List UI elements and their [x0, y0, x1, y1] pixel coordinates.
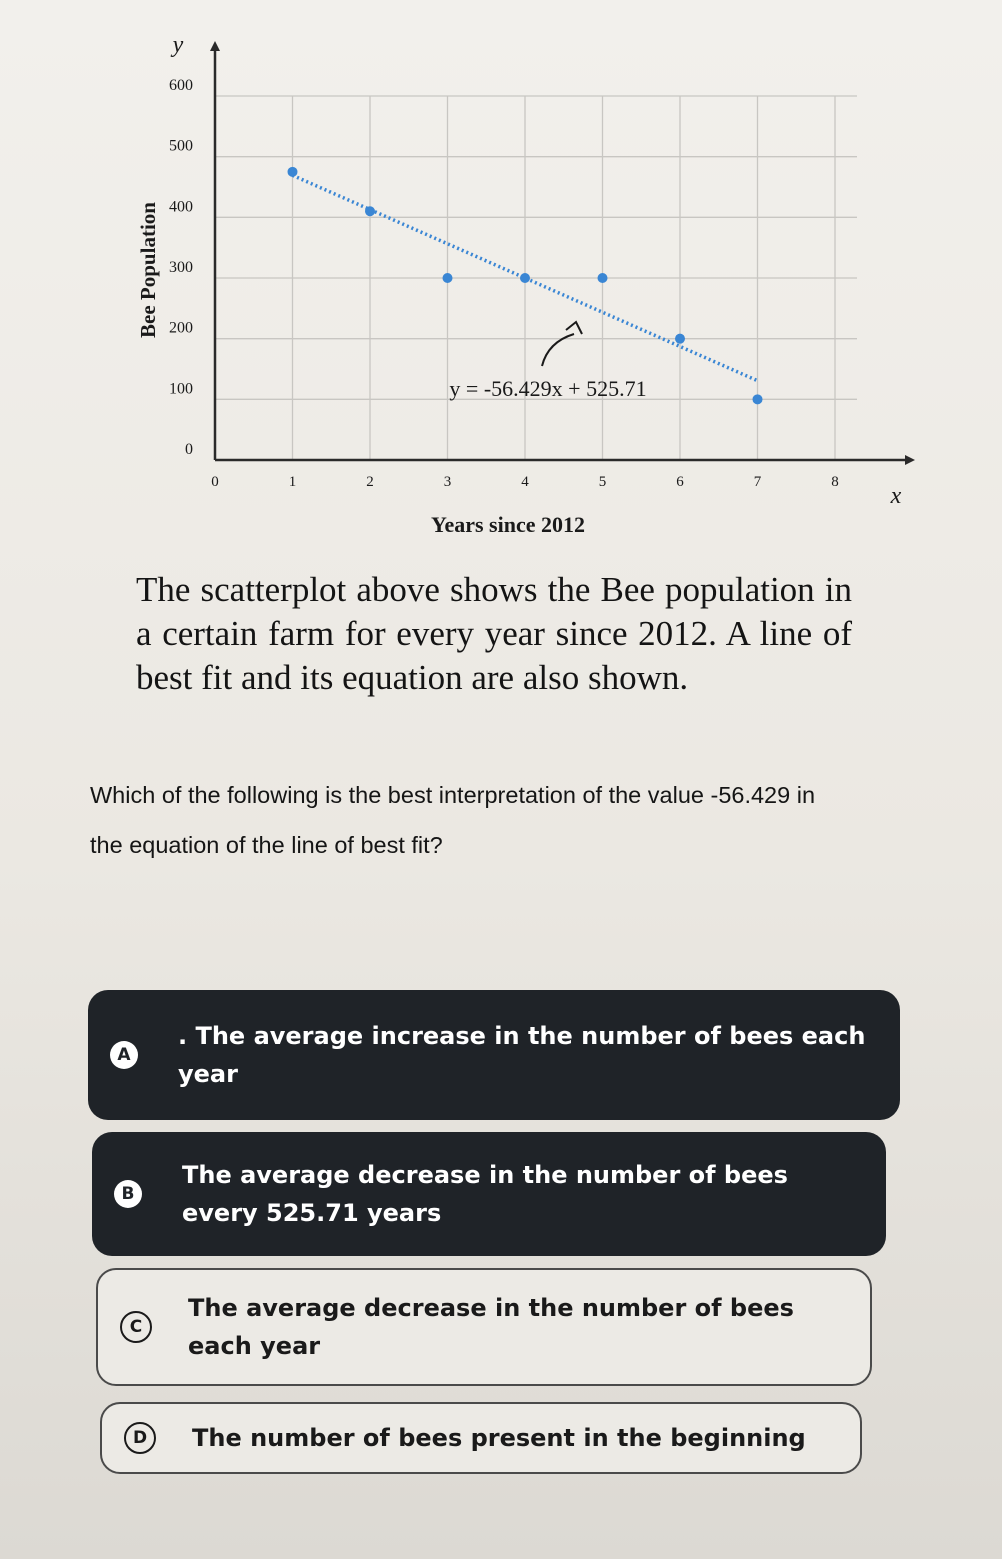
passage-text: The scatterplot above shows the Bee population in a certain farm for every year since 2012. A line of best fit and its equation are also shown.	[136, 570, 852, 697]
option-a-text: . The average increase in the number of bees each year	[178, 1022, 866, 1088]
chart-tick-labels	[169, 77, 839, 490]
x-tick-label-2: 2	[366, 474, 374, 490]
y-tick-label-100: 100	[169, 380, 193, 398]
y-tick-label-0: 0	[185, 441, 193, 458]
annotation-arrowhead	[566, 322, 582, 334]
x-tick-label-5: 5	[598, 474, 607, 490]
option-c-letter-badge: C	[120, 1311, 152, 1343]
question-text: Which of the following is the best interpretation of the value -56.429 in the equation of the line of best fit?	[90, 782, 816, 858]
y-tick-label-300: 300	[169, 259, 193, 276]
data-point-6	[675, 334, 685, 344]
x-tick-label-6: 6	[676, 474, 684, 490]
option-b-letter-badge: B	[114, 1180, 142, 1208]
y-tick-label-200: 200	[169, 319, 193, 337]
option-a-letter-badge: A	[110, 1041, 138, 1069]
option-d-letter-badge: D	[124, 1422, 156, 1454]
x-axis-label: Years since 2012	[431, 512, 585, 537]
x-tick-label-1: 1	[288, 474, 297, 490]
y-tick-label-600: 600	[169, 77, 193, 94]
data-point-2	[365, 206, 375, 216]
option-c[interactable]	[96, 1268, 872, 1386]
x-tick-label-0: 0	[211, 474, 219, 490]
x-tick-label-7: 7	[753, 474, 762, 490]
data-point-1	[288, 167, 298, 177]
y-tick-label-400: 400	[169, 198, 193, 216]
chart-axes	[210, 41, 915, 465]
x-axis-letter: x	[890, 483, 902, 509]
x-axis-arrowhead	[905, 455, 915, 465]
x-tick-label-8: 8	[831, 474, 839, 490]
scatterplot-chart	[0, 0, 1002, 560]
option-a[interactable]	[88, 990, 900, 1120]
option-d-text: The number of bees present in the beginning	[192, 1424, 806, 1452]
best-fit-equation: y = -56.429x + 525.71	[449, 376, 647, 401]
option-b[interactable]	[92, 1132, 886, 1256]
x-tick-label-4: 4	[521, 474, 529, 490]
y-axis-label: Bee Population	[136, 202, 160, 338]
option-d[interactable]	[100, 1402, 862, 1474]
option-c-text: The average decrease in the number of bees each year	[188, 1294, 794, 1360]
data-point-7	[753, 394, 763, 404]
chart-grid	[215, 96, 857, 460]
option-b-text: The average decrease in the number of bees every 525.71 years	[182, 1161, 788, 1227]
data-point-4	[520, 273, 530, 283]
x-tick-label-3: 3	[443, 474, 452, 490]
data-point-5	[598, 273, 608, 283]
y-tick-label-500: 500	[169, 137, 193, 155]
data-point-3	[443, 273, 453, 283]
y-axis-letter: y	[172, 32, 184, 58]
y-axis-arrowhead	[210, 41, 220, 51]
